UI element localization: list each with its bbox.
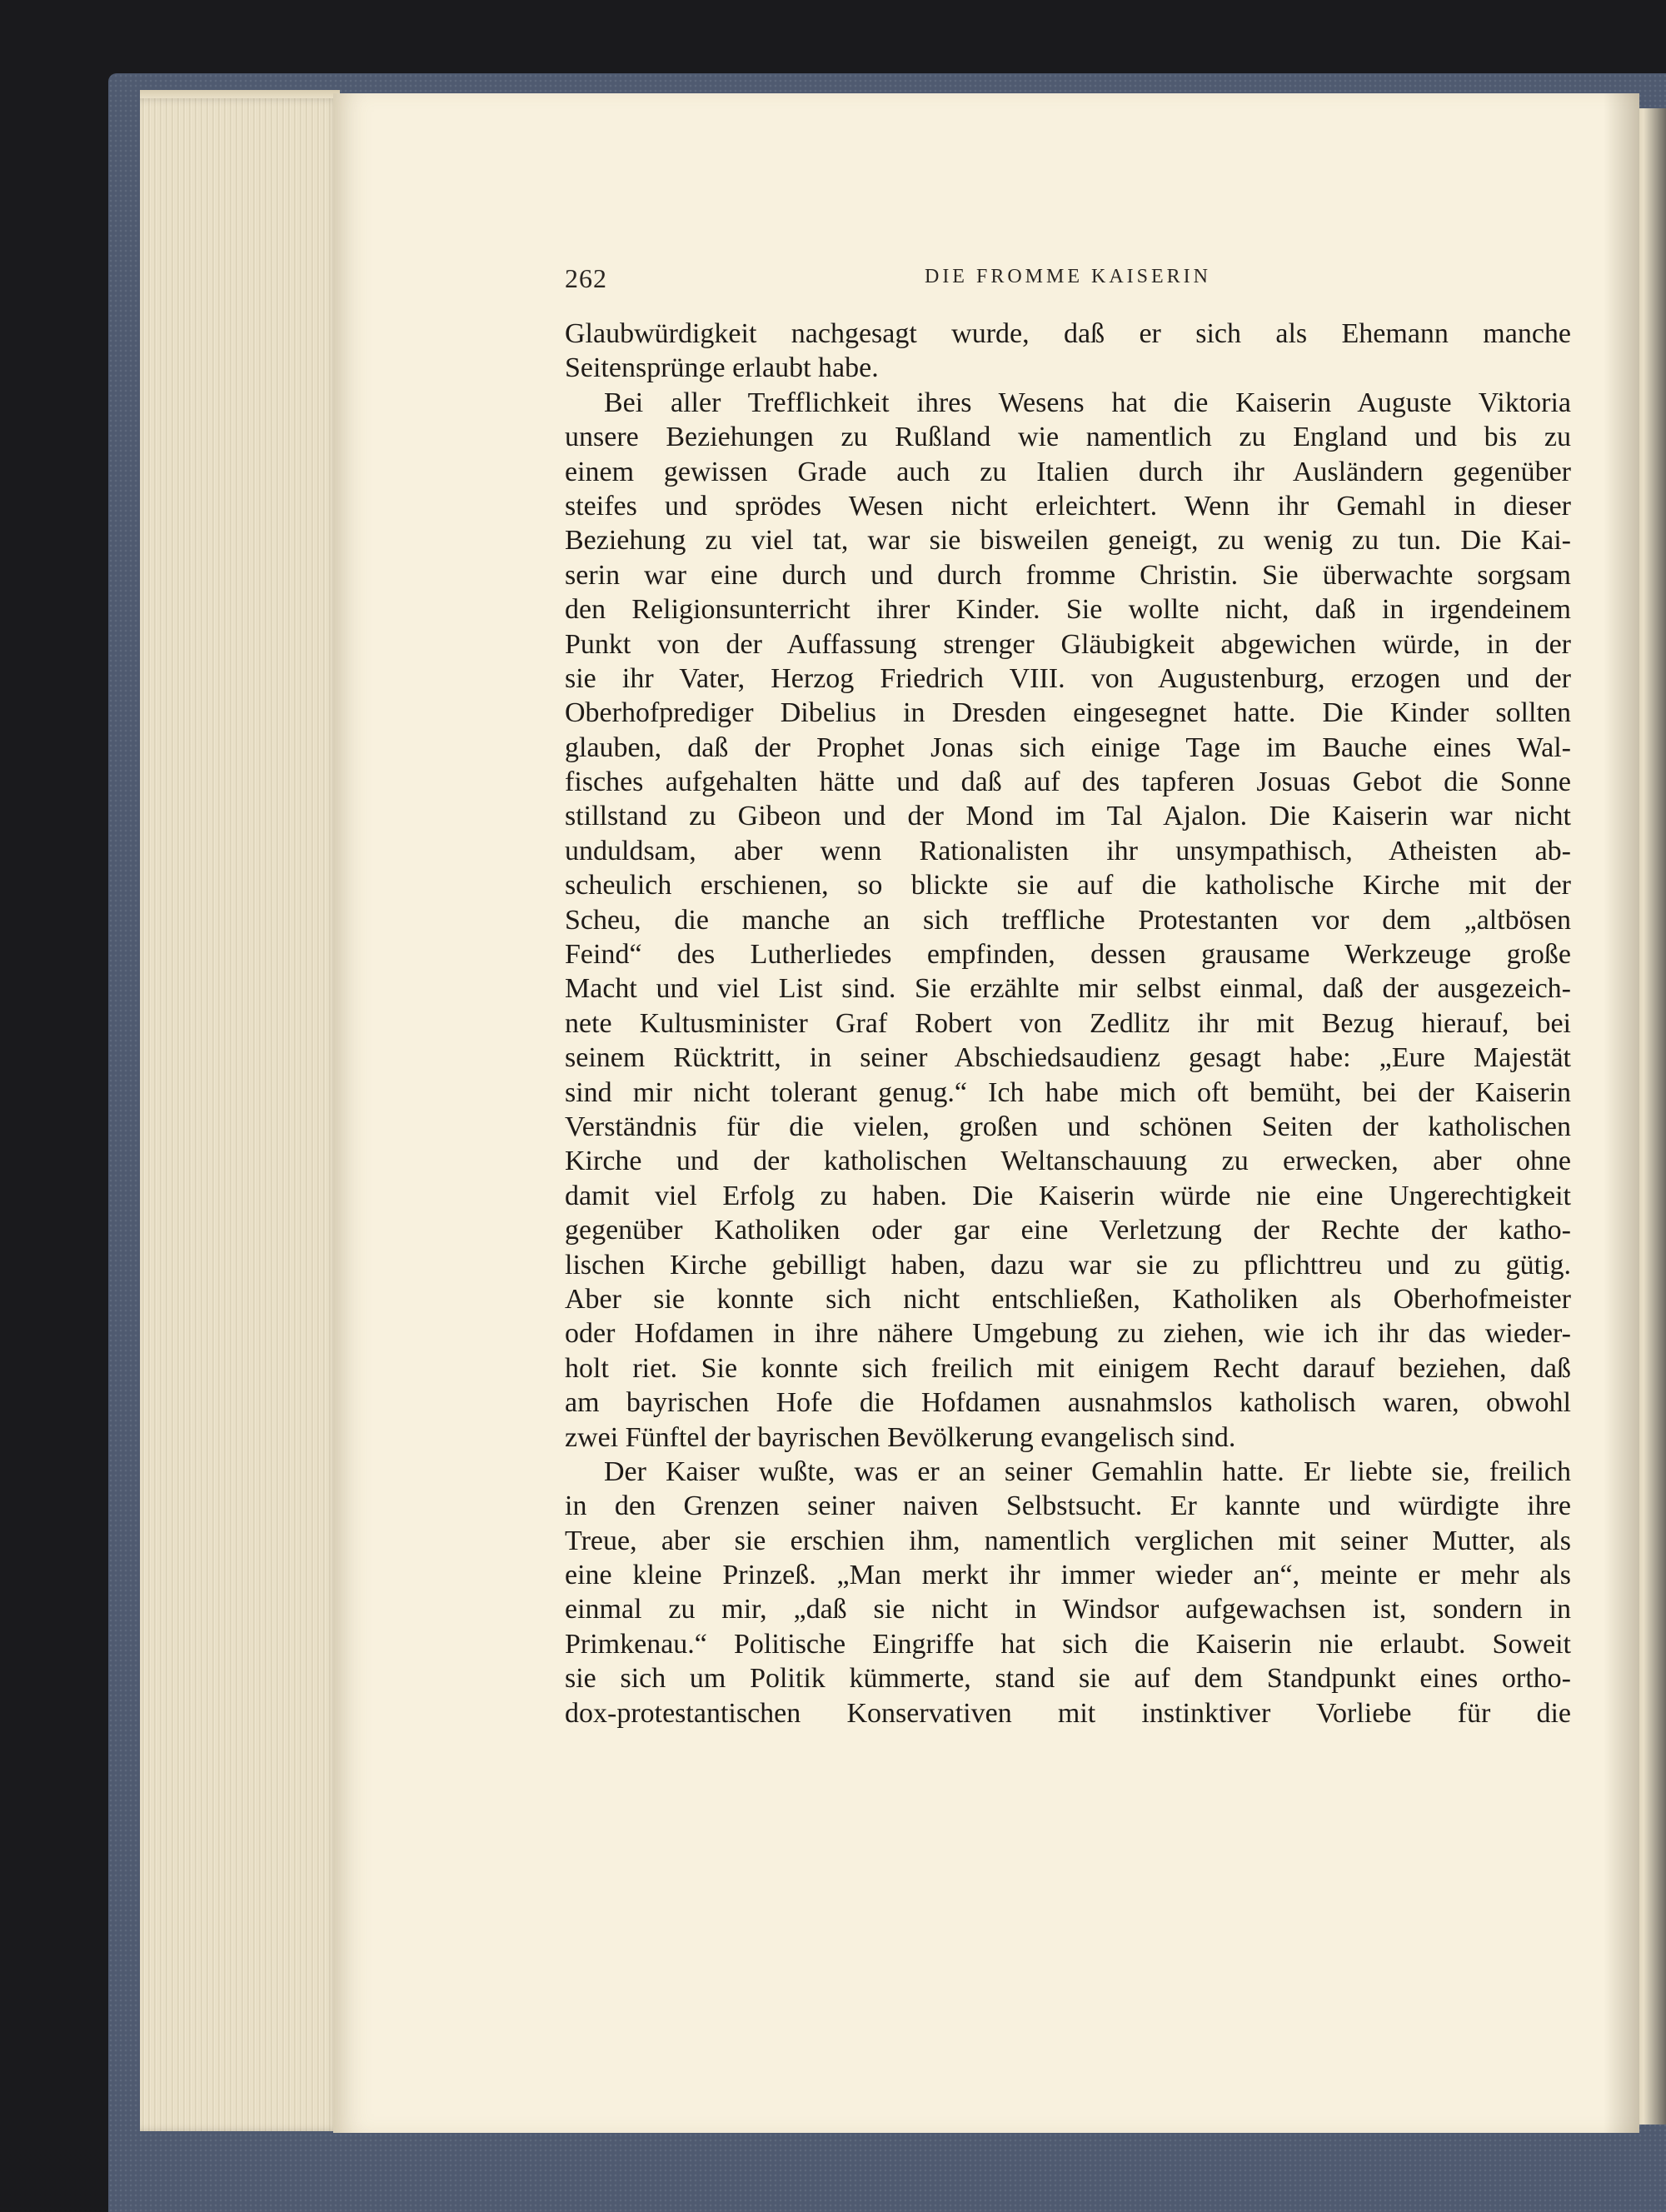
text-line: Kirche und der katholischen Weltanschauung zu erwecken, aber ohne (565, 1146, 1571, 1177)
running-title: DIE FROMME KAISERIN (924, 266, 1211, 287)
text-line: glauben, daß der Prophet Jonas sich einige Tage im Bauche eines Wal- (565, 732, 1571, 763)
text-line: zwei Fünftel der bayrischen Bevölkerung evangelisch sind. (565, 1421, 1236, 1453)
text-line: eine kleine Prinzeß. „Man merkt ihr immer wieder an“, meinte er mehr als (565, 1560, 1571, 1591)
text-line: Macht und viel List sind. Sie erzählte mir selbst einmal, daß der ausgezeich- (565, 973, 1571, 1005)
text-line: damit viel Erfolg zu haben. Die Kaiserin würde nie eine Ungerechtigkeit (565, 1180, 1571, 1211)
text-line: Der Kaiser wußte, was er an seiner Gemahlin hatte. Er liebte sie, freilich (604, 1456, 1571, 1487)
text-line: serin war eine durch und durch fromme Christin. Sie überwachte sorgsam (565, 559, 1571, 591)
text-line: Treue, aber sie erschien ihm, namentlich verglichen mit seiner Mutter, als (565, 1525, 1571, 1556)
page-stack-edge (140, 98, 340, 2131)
text-line: Scheu, die manche an sich treffliche Protestanten vor dem „altbösen (565, 904, 1571, 936)
text-line: dox-protestantischen Konservativen mit instinktiver Vorliebe für die (565, 1697, 1571, 1729)
text-line: scheulich erschienen, so blickte sie auf die katholische Kirche mit der (565, 870, 1571, 901)
text-line: Beziehung zu viel tat, war sie bisweilen geneigt, zu wenig zu tun. Die Kai- (565, 525, 1571, 557)
page-number: 262 (565, 263, 607, 293)
text-line: in den Grenzen seiner naiven Selbstsucht. Er kannte und würdigte ihre (565, 1490, 1571, 1522)
text-line: holt riet. Sie konnte sich freilich mit einigem Recht darauf beziehen, daß (565, 1352, 1571, 1384)
text-line: sind mir nicht tolerant genug.“ Ich habe mich oft bemüht, bei der Kaiserin (565, 1076, 1571, 1108)
running-head (565, 263, 1571, 305)
text-line: unduldsam, aber wenn Rationalisten ihr unsympathisch, Atheisten ab- (565, 835, 1571, 866)
text-line: seinem Rücktritt, in seiner Abschiedsaudienz gesagt habe: „Eure Majestät (565, 1042, 1571, 1074)
text-line: Glaubwürdigkeit nachgesagt wurde, daß er sich als Ehemann manche (565, 318, 1571, 349)
text-line: Oberhofprediger Dibelius in Dresden eingesegnet hatte. Die Kinder sollten (565, 697, 1571, 729)
text-line: unsere Beziehungen zu Rußland wie namentlich zu England und bis zu (565, 422, 1571, 453)
text-line: einem gewissen Grade auch zu Italien durch ihr Ausländern gegenüber (565, 456, 1571, 487)
text-line: Bei aller Trefflichkeit ihres Wesens hat die Kaiserin Auguste Viktoria (604, 387, 1571, 418)
text-line: fisches aufgehalten hätte und daß auf des tapferen Josuas Gebot die Sonne (565, 766, 1571, 798)
text-line: lischen Kirche gebilligt haben, dazu war sie zu pflichttreu und zu gütig. (565, 1249, 1571, 1281)
text-line: am bayrischen Hofe die Hofdamen ausnahmslos katholisch waren, obwohl (565, 1387, 1571, 1419)
text-line: gegenüber Katholiken oder gar eine Verletzung der Rechte der katho- (565, 1215, 1571, 1246)
text-line: Punkt von der Auffassung strenger Gläubigkeit abgewichen würde, in der (565, 628, 1571, 660)
text-line: steifes und sprödes Wesen nicht erleichtert. Wenn ihr Gemahl in dieser (565, 490, 1571, 522)
text-line: oder Hofdamen in ihre nähere Umgebung zu ziehen, wie ich ihr das wieder- (565, 1318, 1571, 1350)
body-text (565, 317, 1571, 1730)
text-line: stillstand zu Gibeon und der Mond im Tal Ajalon. Die Kaiserin war nicht (565, 801, 1571, 832)
gutter-shadow (1604, 93, 1639, 2133)
text-line: den Religionsunterricht ihrer Kinder. Sie wollte nicht, daß in irgendeinem (565, 594, 1571, 626)
text-line: Primkenau.“ Politische Eingriffe hat sich die Kaiserin nie erlaubt. Soweit (565, 1628, 1571, 1660)
text-line: einmal zu mir, „daß sie nicht in Windsor aufgewachsen ist, sondern in (565, 1594, 1571, 1625)
text-line: Verständnis für die vielen, großen und schönen Seiten der katholischen (565, 1111, 1571, 1142)
text-line: nete Kultusminister Graf Robert von Zedlitz ihr mit Bezug hierauf, bei (565, 1007, 1571, 1039)
text-line: Seitensprünge erlaubt habe. (565, 352, 879, 384)
text-line: Aber sie konnte sich nicht entschließen, Katholiken als Oberhofmeister (565, 1283, 1571, 1315)
text-line: Feind“ des Lutherliedes empfinden, dessen grausame Werkzeuge große (565, 939, 1571, 971)
text-line: sie sich um Politik kümmerte, stand sie auf dem Standpunkt eines ortho- (565, 1663, 1571, 1695)
text-line: sie ihr Vater, Herzog Friedrich VIII. von Augustenburg, erzogen und der (565, 662, 1571, 694)
